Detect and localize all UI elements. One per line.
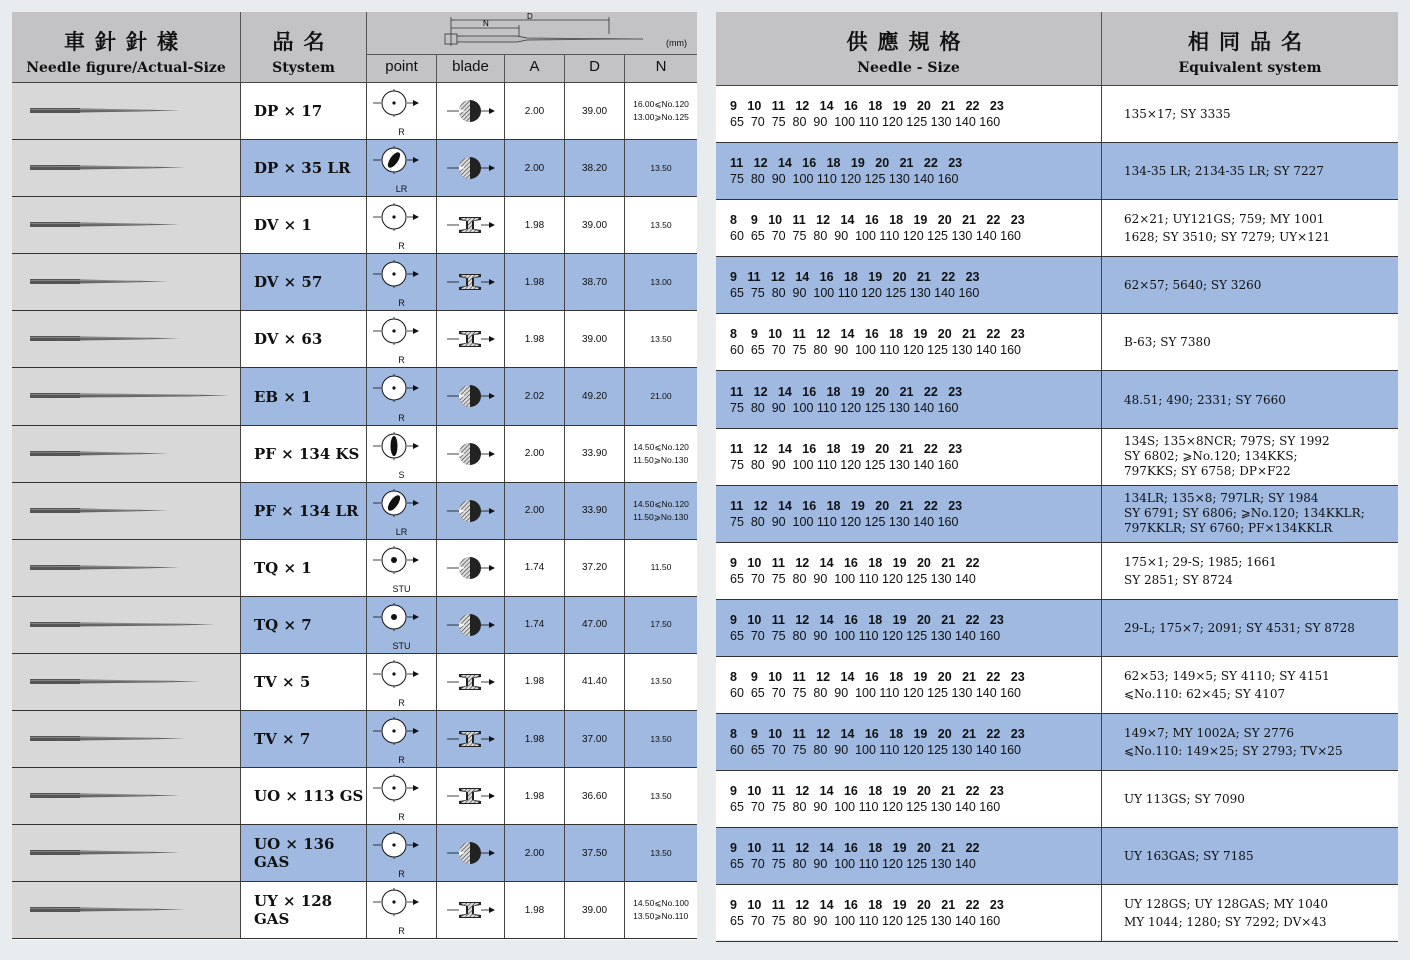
- blade-cell: [437, 140, 505, 196]
- a-value: 1.98: [505, 197, 565, 253]
- point-label: STU: [392, 640, 411, 651]
- system-header-en: Stystem: [272, 60, 335, 76]
- sizes-metric: 65 70 75 80 90 100 110 120 125 130 140 160: [730, 914, 1001, 929]
- n-value-line1: 13.50: [650, 847, 672, 858]
- blade-cell: [437, 654, 505, 710]
- unit-label: (mm): [666, 38, 687, 48]
- table-row: [716, 885, 1398, 942]
- d-value: 38.20: [565, 140, 625, 196]
- sizes-singer: 9 10 11 12 14 16 18 19 20 21 22: [730, 555, 980, 570]
- n-value-line1: 13.50: [650, 790, 672, 801]
- system-name: DV × 1: [241, 197, 367, 253]
- n-value-line2: 11.50⩾No.130: [633, 454, 689, 465]
- equivalent-line1: 48.51; 490; 2331; SY 7660: [1124, 392, 1286, 407]
- needle-sizes: [716, 600, 1102, 656]
- a-value: 1.98: [505, 254, 565, 310]
- d-value: 36.60: [565, 768, 625, 824]
- n-value: [625, 197, 697, 253]
- a-value: 2.00: [505, 483, 565, 539]
- system-name: EB × 1: [241, 368, 367, 424]
- n-value: [625, 368, 697, 424]
- n-value-line2: 13.50⩾No.110: [633, 911, 689, 922]
- point-header: point: [385, 58, 418, 75]
- n-value-line1: 13.00: [650, 276, 672, 287]
- system-name: UO × 113 GS: [241, 768, 367, 824]
- sizes-metric: 60 65 70 75 80 90 100 110 120 125 130 140 160: [730, 685, 1021, 700]
- diagram-d-label: D: [527, 12, 533, 21]
- table-row: [716, 257, 1398, 314]
- system-name: UY × 128 GAS: [241, 882, 367, 938]
- needle-sizes: [716, 486, 1102, 542]
- d-value: 41.40: [565, 654, 625, 710]
- table-row: [12, 597, 697, 654]
- table-row: [716, 314, 1398, 371]
- system-name: DV × 57: [241, 254, 367, 310]
- n-value-line1: 11.50: [650, 562, 672, 573]
- sizes-singer: 11 12 14 16 18 19 20 21 22 23: [730, 156, 963, 171]
- right-table-header: [716, 12, 1398, 86]
- system-name: PF × 134 LR: [241, 483, 367, 539]
- needle-dimension-diagram: [367, 12, 697, 55]
- blade-cell: [437, 311, 505, 367]
- point-cell: [367, 311, 437, 367]
- n-value: [625, 540, 697, 596]
- point-cell: [367, 711, 437, 767]
- table-row: [12, 83, 697, 140]
- needle-sizes: [716, 257, 1102, 313]
- needle-figure: [12, 882, 241, 938]
- system-name: TV × 7: [241, 711, 367, 767]
- left-table-header: [12, 12, 697, 83]
- a-header: A: [529, 58, 540, 75]
- table-row: [12, 483, 697, 540]
- a-value: 2.02: [505, 368, 565, 424]
- equivalent-systems: [1102, 86, 1398, 142]
- sizes-metric: 65 70 75 80 90 100 110 120 125 130 140 160: [730, 628, 1001, 643]
- point-cell: [367, 140, 437, 196]
- diagram-n-label: N: [483, 19, 489, 28]
- point-label: R: [398, 869, 405, 880]
- n-value-line1: 13.50: [650, 162, 672, 173]
- equivalent-line2: MY 1044; 1280; SY 7292; DV×43: [1124, 915, 1327, 930]
- right-table-body: [716, 86, 1398, 940]
- equivalent-systems: [1102, 371, 1398, 427]
- system-name: DV × 63: [241, 311, 367, 367]
- d-value: 37.20: [565, 540, 625, 596]
- equivalent-systems: [1102, 885, 1398, 941]
- equivalent-systems: [1102, 200, 1398, 256]
- equivalent-line2: 1628; SY 3510; SY 7279; UY×121: [1124, 230, 1331, 245]
- needle-sizes: [716, 714, 1102, 770]
- n-value: [625, 882, 697, 938]
- equivalent-line1: 175×1; 29-S; 1985; 1661: [1124, 554, 1277, 569]
- equivalent-systems: [1102, 143, 1398, 199]
- a-value: 1.98: [505, 768, 565, 824]
- a-value: 1.74: [505, 597, 565, 653]
- point-cell: [367, 882, 437, 938]
- d-value: 33.90: [565, 483, 625, 539]
- d-value: 39.00: [565, 83, 625, 139]
- n-value-line1: 13.50: [650, 733, 672, 744]
- equivalent-line2: ⩽No.110: 62×45; SY 4107: [1124, 686, 1286, 701]
- system-name: TQ × 7: [241, 597, 367, 653]
- n-header: N: [655, 58, 667, 75]
- needle-sizes: [716, 657, 1102, 713]
- needle-diagram-icon: [367, 12, 697, 54]
- point-label: S: [398, 469, 405, 480]
- point-cell: [367, 426, 437, 482]
- equivalent-line1: 134LR; 135×8; 797LR; SY 1984: [1124, 491, 1319, 506]
- sizes-singer: 8 9 10 11 12 14 16 18 19 20 21 22 23: [730, 669, 1025, 684]
- n-value: [625, 825, 697, 881]
- point-label: R: [398, 755, 405, 766]
- needle-figure: [12, 711, 241, 767]
- d-value: 37.00: [565, 711, 625, 767]
- system-header-cjk: 品名: [272, 30, 335, 54]
- table-row: [12, 825, 697, 882]
- system-column-header: [241, 12, 367, 82]
- point-cell: [367, 197, 437, 253]
- sizes-singer: 9 10 11 12 14 16 18 19 20 21 22 23: [730, 612, 1004, 627]
- equivalent-line1: B-63; SY 7380: [1124, 335, 1211, 350]
- needle-sizes: [716, 86, 1102, 142]
- equivalent-line1: 62×21; UY121GS; 759; MY 1001: [1124, 212, 1325, 227]
- left-table-body: [12, 83, 697, 940]
- n-value-line1: 13.50: [650, 333, 672, 344]
- point-label: R: [398, 241, 405, 252]
- equivalent-systems: [1102, 314, 1398, 370]
- blade-cell: [437, 882, 505, 938]
- equivalent-line1: 134S; 135×8NCR; 797S; SY 1992: [1124, 434, 1330, 449]
- table-row: [12, 426, 697, 483]
- needle-figure: [12, 825, 241, 881]
- sizes-singer: 11 12 14 16 18 19 20 21 22 23: [730, 441, 963, 456]
- needle-figure: [12, 426, 241, 482]
- table-row: [12, 711, 697, 768]
- sizes-metric: 65 70 75 80 90 100 110 120 125 130 140: [730, 571, 976, 586]
- d-value: 38.70: [565, 254, 625, 310]
- table-row: [12, 368, 697, 425]
- table-row: [12, 254, 697, 311]
- sizes-singer: 11 12 14 16 18 19 20 21 22 23: [730, 498, 963, 513]
- equivalent-line2: SY 6802; ⩾No.120; 134KKS;: [1124, 449, 1298, 464]
- sizes-singer: 11 12 14 16 18 19 20 21 22 23: [730, 384, 963, 399]
- n-value-line1: 13.50: [650, 676, 672, 687]
- point-label: R: [398, 355, 405, 366]
- sizes-metric: 65 70 75 80 90 100 110 120 125 130 140: [730, 857, 976, 872]
- n-value: [625, 768, 697, 824]
- equivalent-table: [716, 12, 1398, 940]
- table-row: [716, 200, 1398, 257]
- table-row: [12, 311, 697, 368]
- n-value-line1: 17.50: [650, 619, 672, 630]
- table-row: [716, 486, 1398, 543]
- equivalent-systems: [1102, 429, 1398, 485]
- needle-sizes: [716, 543, 1102, 599]
- needle-figure: [12, 768, 241, 824]
- table-row: [12, 768, 697, 825]
- d-value: 39.00: [565, 197, 625, 253]
- blade-cell: [437, 197, 505, 253]
- sizes-metric: 65 75 80 90 100 110 120 125 130 140 160: [730, 286, 980, 301]
- point-cell: [367, 368, 437, 424]
- a-value: 2.00: [505, 426, 565, 482]
- a-value: 1.98: [505, 654, 565, 710]
- table-row: [716, 600, 1398, 657]
- n-value: [625, 140, 697, 196]
- equivalent-line2: SY 6791; SY 6806; ⩾No.120; 134KKLR;: [1124, 506, 1365, 521]
- same-header-en: Equivalent system: [1178, 60, 1322, 76]
- n-value-line1: 14.50⩽No.120: [633, 441, 689, 452]
- n-value: [625, 654, 697, 710]
- point-label: LR: [395, 526, 408, 537]
- supply-header-en: Needle - Size: [857, 60, 960, 76]
- equivalent-systems: [1102, 543, 1398, 599]
- n-value-line2: 11.50⩾No.130: [633, 511, 689, 522]
- sizes-metric: 65 70 75 80 90 100 110 120 125 130 140 160: [730, 115, 1001, 130]
- sizes-metric: 60 65 70 75 80 90 100 110 120 125 130 140 160: [730, 743, 1021, 758]
- blade-cell: [437, 768, 505, 824]
- system-name: DP × 17: [241, 83, 367, 139]
- table-row: [12, 197, 697, 254]
- blade-cell: [437, 426, 505, 482]
- sizes-singer: 9 10 11 12 14 16 18 19 20 21 22 23: [730, 99, 1004, 114]
- point-cell: [367, 254, 437, 310]
- n-value: [625, 711, 697, 767]
- figure-column-header: [12, 12, 241, 82]
- needle-sizes: [716, 371, 1102, 427]
- a-value: 2.00: [505, 140, 565, 196]
- table-row: [716, 429, 1398, 486]
- a-value: 2.00: [505, 825, 565, 881]
- d-value: 49.20: [565, 368, 625, 424]
- point-label: LR: [395, 184, 408, 195]
- sizes-metric: 75 80 90 100 110 120 125 130 140 160: [730, 514, 959, 529]
- system-name: UO × 136 GAS: [241, 825, 367, 881]
- sizes-singer: 8 9 10 11 12 14 16 18 19 20 21 22 23: [730, 213, 1025, 228]
- blade-cell: [437, 254, 505, 310]
- point-label: R: [398, 412, 405, 423]
- needle-sizes: [716, 429, 1102, 485]
- a-value: 2.00: [505, 83, 565, 139]
- table-row: [716, 657, 1398, 714]
- needle-figure: [12, 83, 241, 139]
- n-value-line1: 16.00⩽No.120: [633, 99, 689, 110]
- needle-figure: [12, 654, 241, 710]
- point-cell: [367, 540, 437, 596]
- equivalent-systems: [1102, 828, 1398, 884]
- figure-header-cjk: 車針針樣: [64, 30, 188, 54]
- needle-sizes: [716, 828, 1102, 884]
- system-name: PF × 134 KS: [241, 426, 367, 482]
- equivalent-line1: 134-35 LR; 2134-35 LR; SY 7227: [1124, 164, 1324, 179]
- point-label: R: [398, 298, 405, 309]
- table-row: [716, 828, 1398, 885]
- n-value: [625, 311, 697, 367]
- table-row: [716, 86, 1398, 143]
- system-name: DP × 35 LR: [241, 140, 367, 196]
- sizes-singer: 9 10 11 12 14 16 18 19 20 21 22 23: [730, 784, 1004, 799]
- n-value-line1: 14.50⩽No.120: [633, 498, 689, 509]
- needle-figure: [12, 540, 241, 596]
- equivalent-line1: 62×53; 149×5; SY 4110; SY 4151: [1124, 668, 1330, 683]
- d-value: 33.90: [565, 426, 625, 482]
- point-label: R: [398, 926, 405, 937]
- sizes-metric: 60 65 70 75 80 90 100 110 120 125 130 140 160: [730, 229, 1021, 244]
- n-value-line1: 13.50: [650, 219, 672, 230]
- d-value: 47.00: [565, 597, 625, 653]
- needle-sizes: [716, 143, 1102, 199]
- sizes-metric: 75 80 90 100 110 120 125 130 140 160: [730, 172, 959, 187]
- blade-cell: [437, 368, 505, 424]
- a-value: 1.98: [505, 311, 565, 367]
- equivalent-line3: 797KKLR; SY 6760; PF×134KKLR: [1124, 521, 1333, 536]
- point-cell: [367, 597, 437, 653]
- same-column-header: [1102, 12, 1398, 85]
- equivalent-systems: [1102, 714, 1398, 770]
- table-row: [716, 714, 1398, 771]
- sizes-singer: 9 10 11 12 14 16 18 19 20 21 22: [730, 841, 980, 856]
- dimension-header-group: [367, 12, 697, 82]
- needle-spec-table: [12, 12, 697, 940]
- n-value: [625, 483, 697, 539]
- needle-sizes: [716, 200, 1102, 256]
- n-value: [625, 426, 697, 482]
- blade-cell: [437, 597, 505, 653]
- n-value: [625, 597, 697, 653]
- table-row: [716, 543, 1398, 600]
- supply-column-header: [716, 12, 1102, 85]
- blade-cell: [437, 825, 505, 881]
- same-header-cjk: 相同品名: [1188, 30, 1312, 54]
- table-row: [12, 654, 697, 711]
- point-cell: [367, 83, 437, 139]
- dimension-subheaders: [367, 54, 697, 82]
- table-row: [716, 143, 1398, 200]
- equivalent-systems: [1102, 600, 1398, 656]
- table-row: [12, 882, 697, 939]
- needle-figure: [12, 197, 241, 253]
- figure-header-en: Needle figure/Actual-Size: [26, 60, 226, 76]
- blade-header: blade: [452, 58, 489, 75]
- equivalent-line1: UY 128GS; UY 128GAS; MY 1040: [1124, 897, 1329, 912]
- a-value: 1.98: [505, 882, 565, 938]
- system-name: TQ × 1: [241, 540, 367, 596]
- equivalent-line1: UY 163GAS; SY 7185: [1124, 849, 1254, 864]
- equivalent-systems: [1102, 771, 1398, 827]
- needle-figure: [12, 368, 241, 424]
- sizes-singer: 9 11 12 14 16 18 19 20 21 22 23: [730, 270, 980, 285]
- needle-figure: [12, 254, 241, 310]
- table-row: [716, 371, 1398, 428]
- equivalent-line1: 62×57; 5640; SY 3260: [1124, 278, 1262, 293]
- needle-figure: [12, 597, 241, 653]
- sizes-singer: 8 9 10 11 12 14 16 18 19 20 21 22 23: [730, 727, 1025, 742]
- table-row: [12, 140, 697, 197]
- a-value: 1.74: [505, 540, 565, 596]
- needle-sizes: [716, 314, 1102, 370]
- n-value-line1: 21.00: [650, 391, 672, 402]
- a-value: 1.98: [505, 711, 565, 767]
- needle-figure: [12, 311, 241, 367]
- blade-cell: [437, 83, 505, 139]
- table-row: [716, 771, 1398, 828]
- supply-header-cjk: 供應規格: [846, 30, 971, 54]
- point-cell: [367, 483, 437, 539]
- sizes-metric: 75 80 90 100 110 120 125 130 140 160: [730, 400, 959, 415]
- d-value: 39.00: [565, 311, 625, 367]
- n-value: [625, 83, 697, 139]
- sizes-singer: 9 10 11 12 14 16 18 19 20 21 22 23: [730, 898, 1004, 913]
- equivalent-line1: 29-L; 175×7; 2091; SY 4531; SY 8728: [1124, 620, 1355, 635]
- point-label: R: [398, 127, 405, 138]
- system-name: TV × 5: [241, 654, 367, 710]
- n-value-line1: 14.50⩽No.100: [633, 898, 689, 909]
- blade-cell: [437, 711, 505, 767]
- sizes-metric: 60 65 70 75 80 90 100 110 120 125 130 140 160: [730, 343, 1021, 358]
- point-label: STU: [392, 583, 411, 594]
- equivalent-systems: [1102, 257, 1398, 313]
- d-header: D: [589, 58, 600, 75]
- point-cell: [367, 768, 437, 824]
- table-row: [12, 540, 697, 597]
- point-label: R: [398, 698, 405, 709]
- needle-figure: [12, 140, 241, 196]
- sizes-singer: 8 9 10 11 12 14 16 18 19 20 21 22 23: [730, 327, 1025, 342]
- needle-figure: [12, 483, 241, 539]
- n-value: [625, 254, 697, 310]
- needle-sizes: [716, 771, 1102, 827]
- point-cell: [367, 654, 437, 710]
- equivalent-line2: ⩽No.110: 149×25; SY 2793; TV×25: [1124, 744, 1343, 759]
- equivalent-line3: 797KKS; SY 6758; DP×F22: [1124, 464, 1291, 479]
- n-value-line2: 13.00⩾No.125: [633, 112, 689, 123]
- equivalent-line1: 149×7; MY 1002A; SY 2776: [1124, 726, 1295, 741]
- equivalent-line1: UY 113GS; SY 7090: [1124, 792, 1245, 807]
- blade-cell: [437, 540, 505, 596]
- point-label: R: [398, 812, 405, 823]
- sizes-metric: 75 80 90 100 110 120 125 130 140 160: [730, 457, 959, 472]
- d-value: 37.50: [565, 825, 625, 881]
- d-value: 39.00: [565, 882, 625, 938]
- needle-sizes: [716, 885, 1102, 941]
- point-cell: [367, 825, 437, 881]
- sizes-metric: 65 70 75 80 90 100 110 120 125 130 140 160: [730, 800, 1001, 815]
- equivalent-line1: 135×17; SY 3335: [1124, 107, 1231, 122]
- equivalent-systems: [1102, 486, 1398, 542]
- blade-cell: [437, 483, 505, 539]
- equivalent-systems: [1102, 657, 1398, 713]
- equivalent-line2: SY 2851; SY 8724: [1124, 572, 1233, 587]
